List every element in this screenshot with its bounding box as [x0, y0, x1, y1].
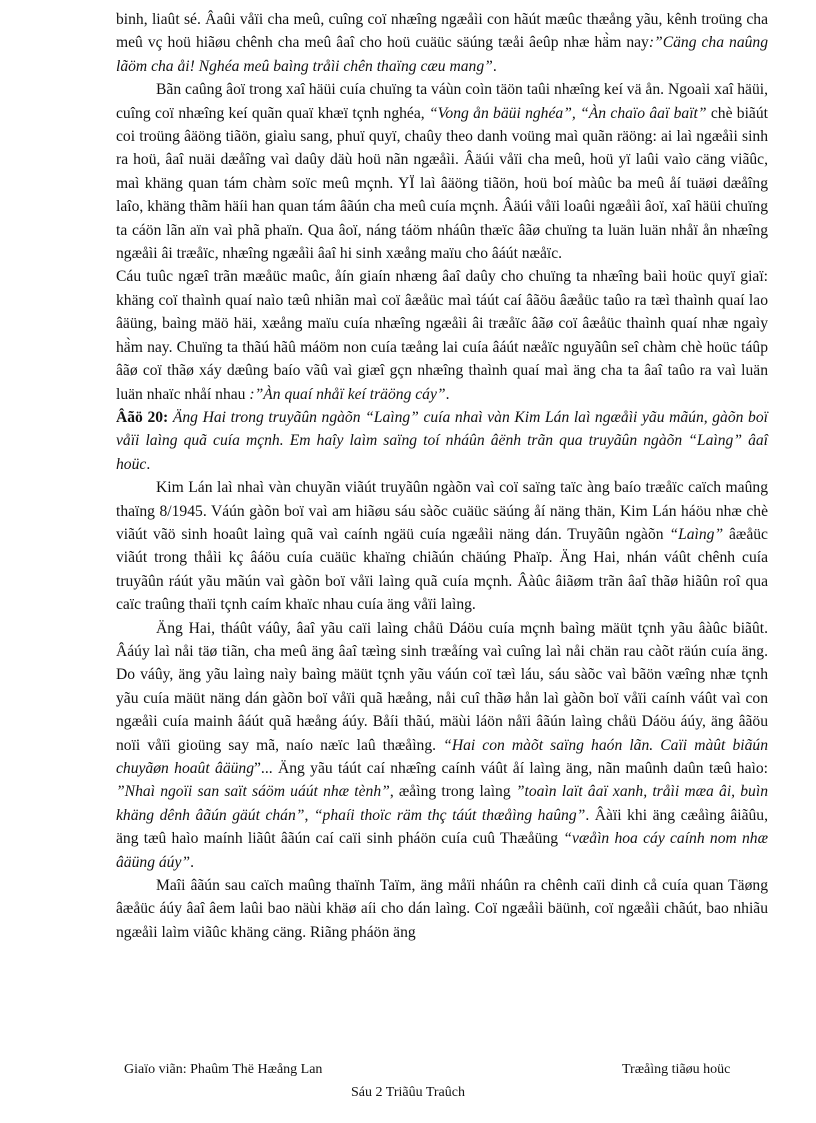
- italic-quote: :”Àn quaí nhåï keí träöng cáy”: [249, 385, 446, 403]
- italic-quote: “Laìng”: [669, 525, 724, 543]
- italic-quote: :”Cäng cha naûng lãöm cha åi! Nghéa meû baìng tråìi chên thaïng cæu mang”: [116, 34, 769, 75]
- document-body: [116, 8, 768, 944]
- text-run: ,: [304, 806, 314, 824]
- text-run: Kim Lán laì nhaì vàn chuyãn viãút truyãûn ngàõn vaì coï saïng taïc àng baío træåïc caïch maûng thaïng 8/1945. Váún gàõn boï vaì am hiãøu sáu sàõc cuäüc säúng åí näng thän, Kim Lán háöu nhæ chè viãút vãö sinh hoaût laìng quã vaì caính ngäü cuía ngæåìi näng dán. Truyãûn ngàõn: [116, 479, 768, 543]
- footer-district: Sáu 2 Triãûu Traûch: [351, 1085, 465, 1100]
- text-run: .: [146, 455, 151, 473]
- text-run: Äng Hai, tháût váûy, âaî yãu caïi laìng chåü Dáöu cuía mçnh baìng mäüt tçnh yãu âàûc biãût. Âáúy laì nåi täø tiãn, cha meû äng âaî tæìng sinh træåíng vaì cuîng laì nåi chän rau càõt räún cuía äng. Do váûy, äng yãu laìng naìy baìng mäüt tçnh yãu váún coï tæì láu, sáu sàõc vaì bãön væîng nhæ tçnh yãu cuía mäüt näng dán gàõn boï våïi quã hæång, nåi cuî thãø hån laì gàõn boï våïi caính váût vaì con ngæåìi cuía mainh âáút quã hæång áúy. Båíi thãú, mäùi láön nåïi âãún laìng chåü Dáöu áúy, äng âãöu noïi våïi gioüng say mã, naío næïc laû thæåìng.: [116, 619, 768, 754]
- text-run: Maîi âãún sau caïch maûng thaïnh Taïm, äng måïi nháûn ra chênh caïi dinh cå cuía quan Täøng âæåüc áúy âaî âem laûi bao näùi khäø aíi cho dán laìng. Coï ngæåìi bäünh, coï ngæåìi chãút, bao nhiãu ngæåìi laìm viãûc khäng cäng. Riãng pháön äng: [116, 877, 768, 941]
- paragraph: [116, 78, 768, 265]
- paragraph: [116, 406, 768, 476]
- text-run: .: [445, 385, 450, 403]
- text-run: chè biãút coi troüng âäöng tiãön, giaìu sang, phuï quyï, chaûy theo danh voüng maì quãn räöng: ai laì ngæåìi sinh ra hoü, âaî nuäi dæåîng vaì daûy däù hoü nãn ngæåìi. Âäúi våïi cha meû, hoü yï laûi vaìo cäng viãûc, maì khäng quan tám chàm soïc meû mçnh. YÏ laì âäöng tiãön, hoü boí màûc ba meû åí tuäøi dæåîng laîo, khäng thãm häíi han quan tám âãún cha meû cuía mçnh. Âäúi våïi loaûi ngæåìi âoï, xaî häüi chuïng ta cáön lãn aïn vaì phã phaïn. Qua âoï, náng táöm nháûn thæïc âãø chuïng ta luän luän nhåï ån nhæîng ngæåìi âi træåïc, nhæîng ngæåìi âaî hi sinh xæång maïu cho âáút næåïc.: [116, 104, 768, 263]
- italic-quote: ”Nhaì ngoïi san saït sáöm uáút nhæ tènh”: [116, 783, 390, 801]
- paragraph: [116, 617, 768, 874]
- text-run: .: [492, 57, 497, 75]
- text-run: , æåìng trong laìng: [389, 783, 516, 801]
- paragraph: [116, 265, 768, 405]
- text-run: Cáu tuûc ngæî trãn mæåüc maûc, åín giaín nhæng âaî daûy cho chuïng ta nhæîng baìi hoüc quyï giaï: khäng coï thaình quaí naìo tæû nhiãn maì coï âæåüc maì táút caí âãöu âæåüc taûo ra tæì thaình quaí lao âäüng, baìng mäö häi, xæång maïu cuía nhæîng ngæåìi âi træåïc âãø coï âæåüc thaình quaí nhæ ngaìy hä̀m nay. Chuïng ta thãú hãû máöm non cuía tæång lai cuía âáút næåïc nguyãûn seî chàm chè hoüc táûp âãø coï thãø xáy dæûng baío vãû vaì giæî gçn nhæîng thaình quaí maì äng cha ta âaî taûo ra vaì luän luän nhaïc nhåí nhau: [116, 268, 768, 403]
- paragraph: [116, 476, 768, 616]
- text-run: .: [190, 853, 194, 871]
- paragraph: [116, 874, 768, 944]
- text-run: âæåüc viãút trong thåìi kç âáöu cuía cuäüc khaïng chiãún chäúng Phaïp. Äng Hai, nhán váût chênh cuía truyãûn ráút yãu mãún vaì gàõn boï våïi laìng quã cuía mçnh. Âàûc âiãøm trãn âaî thãø hiãûn roî qua caïc traûng thaïi tçnh caím khaïc nhau cuía äng våïi laìng.: [116, 525, 768, 614]
- question-label: Âãö 20:: [116, 408, 173, 426]
- text-run: . Âàïi khi äng cæåìng âiãûu, äng tæû haìo maính liãût âãún caí caïi sinh pháön cuía cuû Thæåüng: [116, 806, 768, 848]
- italic-quote: “væåìn hoa cáy caính nom nhæ âäüng áúy”: [116, 830, 768, 871]
- footer-teacher: Giaïo viãn: Phaûm Thë Hæång Lan: [124, 1062, 323, 1077]
- text-run: binh, liaût sé. Âaûi våïi cha meû, cuîng coï nhæîng ngæåìi con hãút mæûc thæång yãu, kênh troüng cha meû vç hoü hiãøu chênh cha meû âaî cho hoü cuäüc säúng tæåi âeûp nhæ hä̀m nay: [116, 11, 768, 52]
- italic-quote: Äng Hai trong truyãûn ngàõn “Laìng” cuía nhaì vàn Kim Lán laì ngæåìi yãu mãún, gàõn boï våïi laìng quã cuía mçnh. Em haîy laìm saïng toí nháûn âënh trãn qua truyãûn ngàõn “Laìng” âaî hoüc: [116, 408, 768, 473]
- italic-quote: ”toaìn laït âaï xanh, tråìi mæa âi, buìn khäng dênh âãún gäút chán”: [116, 783, 768, 824]
- text-run: Bãn caûng âoï trong xaî häüi cuía chuïng ta váùn coìn täön taûi nhæîng keí vä ån. Ngoaìi xaî häüi, cuîng coï nhæîng keí quãn quaï khæï tçnh nghéa,: [116, 81, 768, 122]
- text-run: ”... Äng yãu táút caí nhæîng caính váût åí laìng äng, nãn maûnh daûn tæû haìo:: [254, 760, 768, 777]
- footer-school: Træåìng tiãøu hoüc: [622, 1062, 731, 1077]
- italic-quote: “Hai con màõt saïng haón lãn. Caïi màût biãún chuyãøn hoaût âäüng: [116, 736, 769, 777]
- italic-quote: “phaíi thoïc räm thç táút thæåìng haûng”: [313, 806, 586, 824]
- paragraph: [116, 8, 768, 78]
- italic-quote: “Vong ån bäüi nghéa”, “Àn chaïo âaï baït”: [428, 104, 707, 122]
